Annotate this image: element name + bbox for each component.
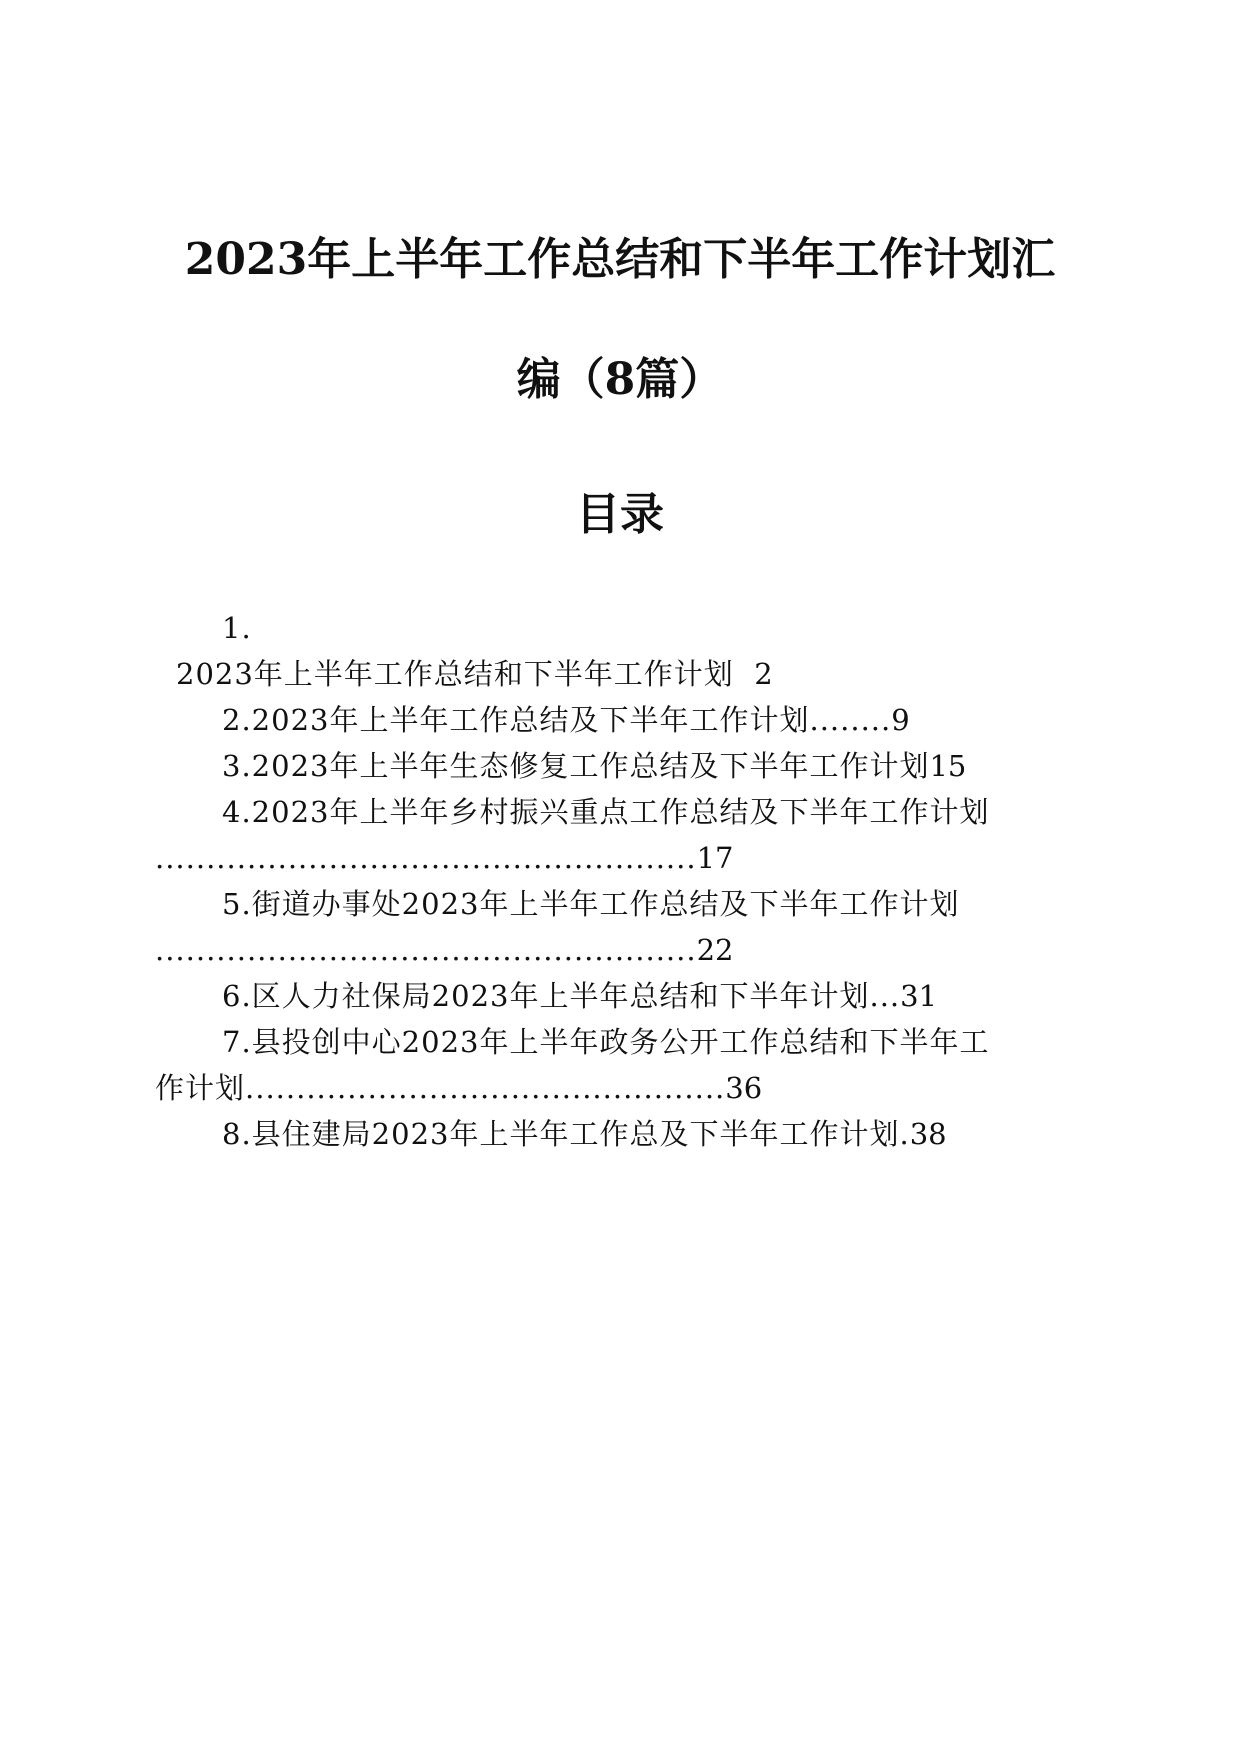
toc-entry-7-leader: ............................................... <box>245 1071 726 1105</box>
toc-entry-7-title-cont: 作计划 <box>155 1071 246 1105</box>
document-title-line-1: 2023年上半年工作总结和下半年工作计划汇 <box>184 234 1056 285</box>
toc-entry-1-title: 2023年上半年工作总结和下半年工作计划 <box>176 657 734 691</box>
toc-entry-5-leader-line <box>155 927 733 973</box>
toc-entry-1-number: 1. <box>222 611 252 645</box>
toc-entry-5[interactable] <box>222 881 959 927</box>
toc-entry-7[interactable] <box>222 1019 989 1065</box>
toc-entry-5-title: 5.街道办事处2023年上半年工作总结及下半年工作计划 <box>222 887 960 921</box>
toc-heading: 目录 <box>576 489 664 540</box>
toc-entry-4-title: 4.2023年上半年乡村振兴重点工作总结及下半年工作计划 <box>222 795 990 829</box>
toc-entry-3-page: 15 <box>929 749 967 783</box>
toc-entry-3[interactable] <box>222 743 966 789</box>
toc-entry-8-page: 38 <box>909 1117 947 1151</box>
toc-entry-8[interactable] <box>222 1111 947 1157</box>
toc-entry-4-page: 17 <box>696 841 734 875</box>
toc-entry-7-page: 36 <box>725 1071 763 1105</box>
toc-entry-7-title: 7.县投创中心2023年上半年政务公开工作总结和下半年工 <box>222 1025 990 1059</box>
toc-entry-6-page: 31 <box>900 979 938 1013</box>
toc-entry-2-title: 2.2023年上半年工作总结及下半年工作计划........ <box>222 703 892 737</box>
toc-entry-6[interactable] <box>222 973 937 1019</box>
toc-entry-2-page: 9 <box>891 703 910 737</box>
toc-entry-7-continuation <box>155 1065 762 1111</box>
document-title-line-2: 编（8篇） <box>516 354 724 405</box>
toc-entry-6-title: 6.区人力社保局2023年上半年总结和下半年计划... <box>222 979 901 1013</box>
toc-entry-2[interactable] <box>222 697 910 743</box>
toc-entry-1-page: 2 <box>754 657 773 691</box>
toc-entry-8-title: 8.县住建局2023年上半年工作总及下半年工作计划. <box>222 1117 910 1151</box>
toc-entry-4[interactable] <box>222 789 989 835</box>
toc-entry-5-leader: ..................................................... <box>155 933 697 967</box>
toc-entry-3-title: 3.2023年上半年生态修复工作总结及下半年工作计划 <box>222 749 930 783</box>
toc-entry-4-leader-line <box>155 835 733 881</box>
toc-entry-5-page: 22 <box>696 933 734 967</box>
toc-entry-1[interactable] <box>176 651 773 697</box>
toc-entry-4-leader: ..................................................... <box>155 841 697 875</box>
